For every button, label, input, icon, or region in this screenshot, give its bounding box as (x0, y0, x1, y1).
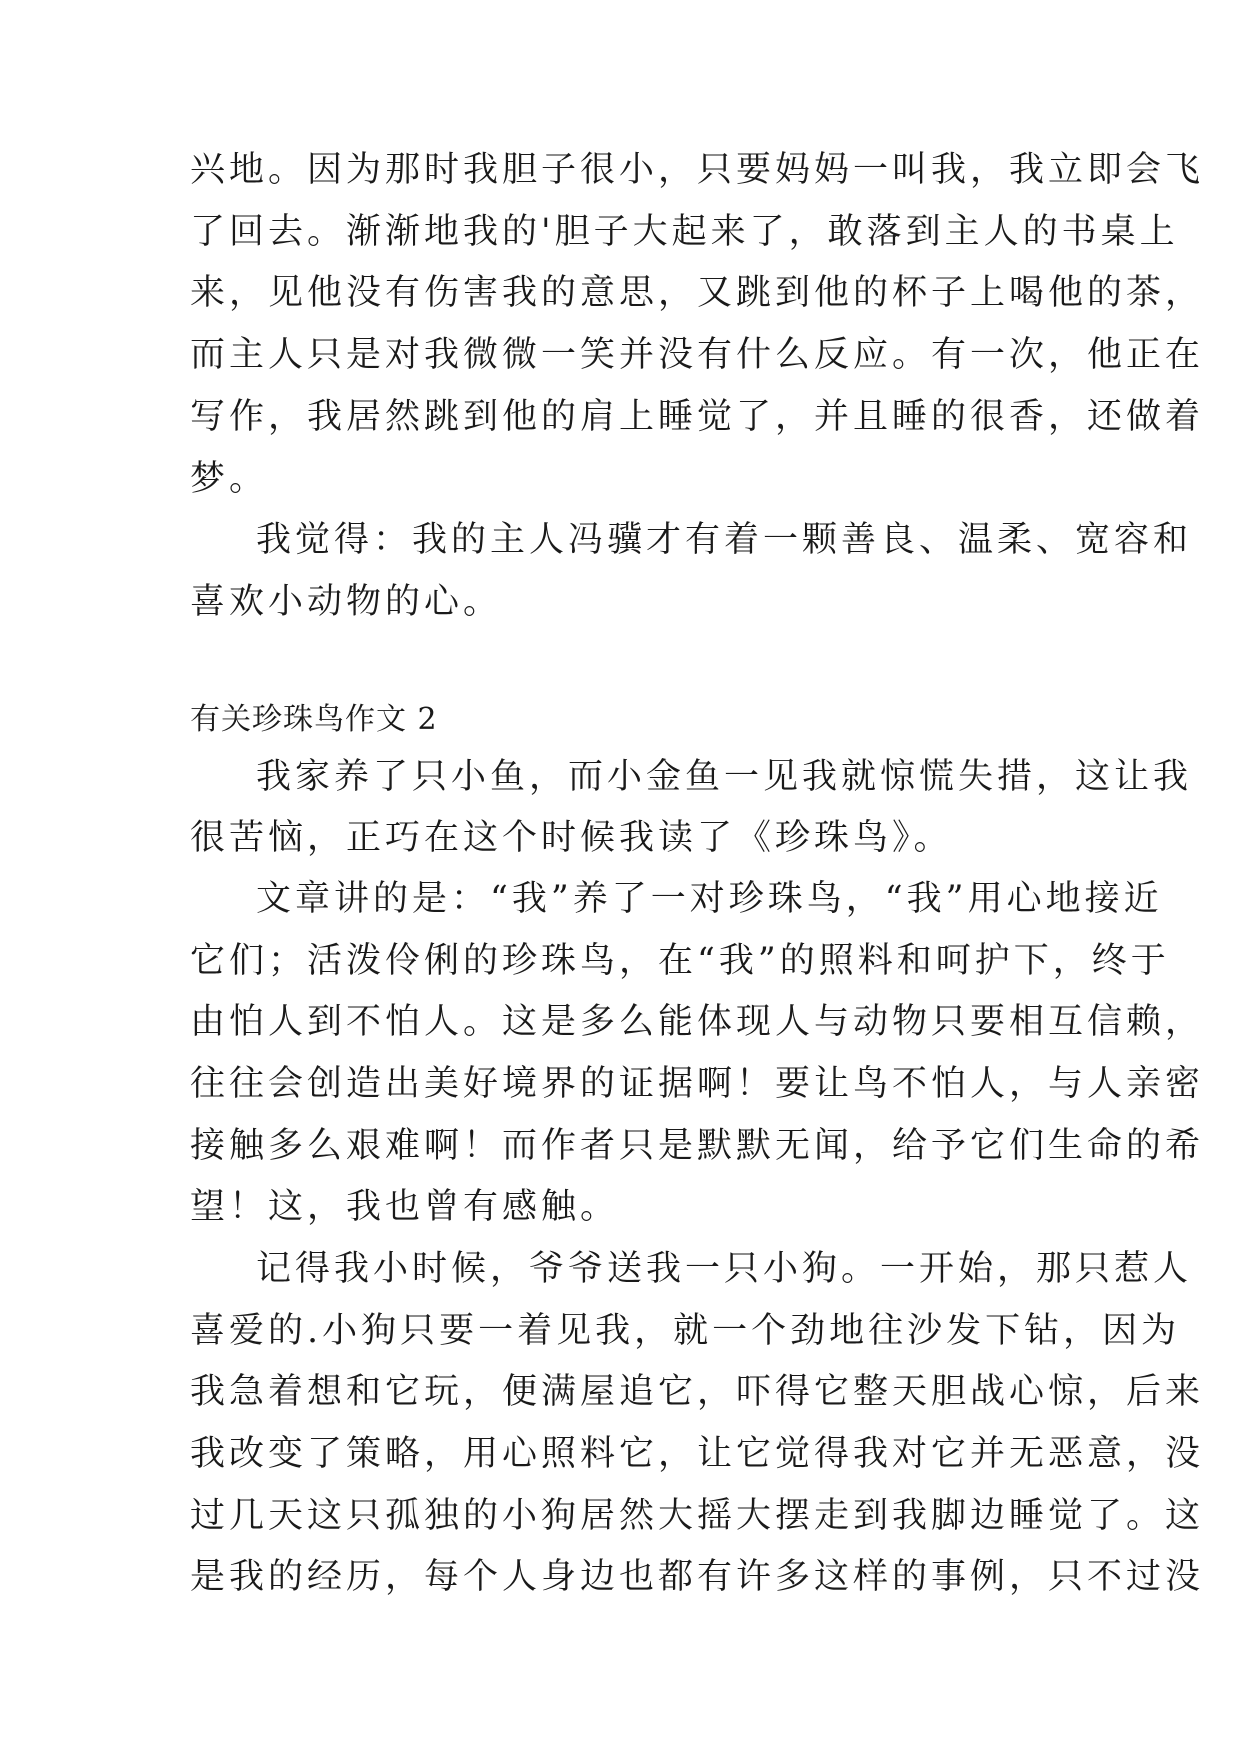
paragraph-line: 我家养了只小鱼，而小金鱼一见我就惊慌失措，这让我 (256, 757, 1193, 797)
paragraph-line: 很苦恼，正巧在这个时候我读了《珍珠鸟》。 (190, 818, 953, 858)
paragraph-line: 往往会创造出美好境界的证据啊！要让鸟不怕人，与人亲密 (190, 1064, 1205, 1104)
paragraph-line: 它们；活泼伶俐的珍珠鸟，在“我”的照料和呵护下，终于 (190, 941, 1170, 981)
paragraph-line: 望！这，我也曾有感触。 (190, 1187, 620, 1227)
paragraph-line: 喜欢小动物的心。 (190, 582, 503, 622)
paragraph-line: 过几天这只孤独的小狗居然大摇大摆走到我脚边睡觉了。这 (190, 1496, 1205, 1536)
paragraph-line: 我觉得：我的主人冯骥才有着一颗善良、温柔、宽容和 (256, 520, 1193, 560)
paragraph-line: 喜爱的.小狗只要一着见我，就一个劲地往沙发下钻，因为 (190, 1311, 1181, 1351)
paragraph-line: 由怕人到不怕人。这是多么能体现人与动物只要相互信赖， (190, 1002, 1205, 1042)
paragraph-line: 是我的经历，每个人身边也都有许多这样的事例，只不过没 (190, 1557, 1205, 1597)
paragraph-line: 写作，我居然跳到他的肩上睡觉了，并且睡的很香，还做着 (190, 397, 1205, 437)
paragraph-line: 我急着想和它玩，便满屋追它，吓得它整天胆战心惊，后来 (190, 1372, 1205, 1412)
section-heading: 有关珍珠鸟作文 2 (190, 702, 438, 737)
paragraph-line: 接触多么艰难啊！而作者只是默默无闻，给予它们生命的希 (190, 1126, 1205, 1166)
paragraph-line: 兴地。因为那时我胆子很小，只要妈妈一叫我，我立即会飞 (190, 150, 1205, 190)
paragraph-line: 而主人只是对我微微一笑并没有什么反应。有一次，他正在 (190, 335, 1205, 375)
paragraph-line: 记得我小时候，爷爷送我一只小狗。一开始，那只惹人 (256, 1249, 1193, 1289)
paragraph-line: 我改变了策略，用心照料它，让它觉得我对它并无恶意，没 (190, 1434, 1205, 1474)
paragraph-line: 来，见他没有伤害我的意思，又跳到他的杯子上喝他的茶， (190, 273, 1205, 313)
paragraph-line: 文章讲的是：“我”养了一对珍珠鸟，“我”用心地接近 (256, 879, 1163, 919)
paragraph-line: 梦。 (190, 459, 269, 499)
paragraph-line: 了回去。渐渐地我的'胆子大起来了，敢落到主人的书桌上 (190, 212, 1179, 252)
